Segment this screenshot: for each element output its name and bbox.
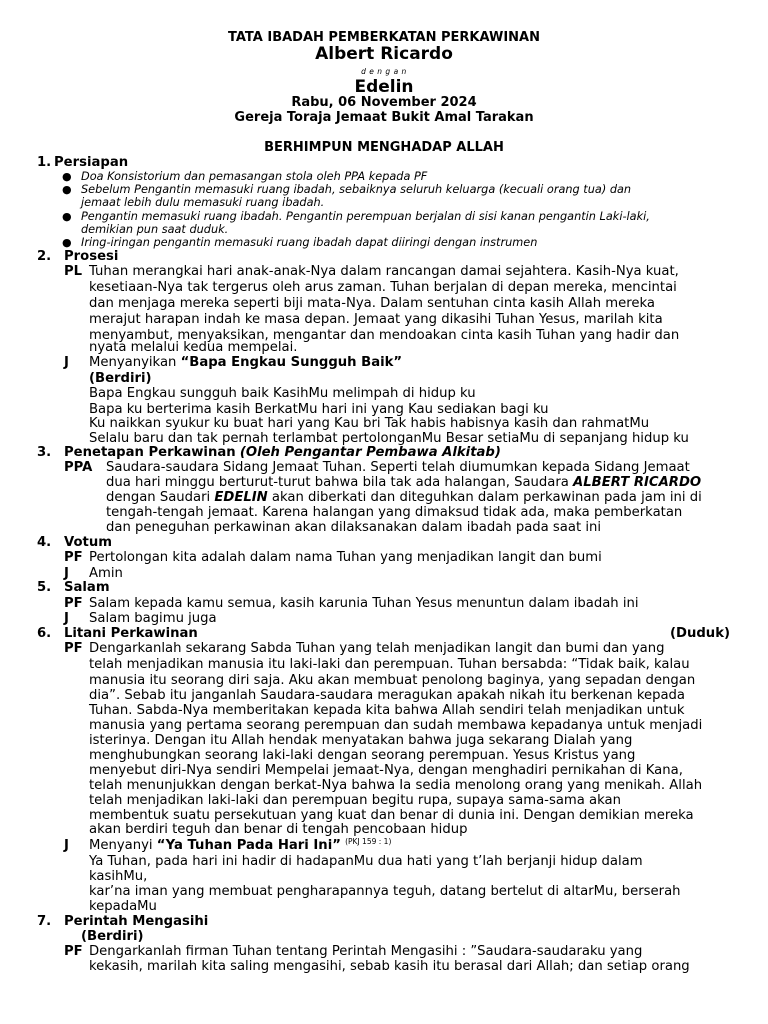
speaker-label: PF	[64, 596, 83, 611]
liturgy-line: Amin	[89, 566, 123, 581]
dengan-label: d e n g a n	[361, 67, 407, 76]
document-title: TATA IBADAH PEMBERKATAN PERKAWINAN	[228, 30, 540, 45]
groom-name: Albert Ricardo	[315, 44, 453, 64]
speaker-label: PF	[64, 641, 83, 656]
item-3-title-text: Penetapan Perkawinan	[64, 445, 236, 460]
bullet-icon: ●	[62, 236, 72, 249]
item-4-title: Votum	[64, 535, 112, 550]
liturgy-line: telah menjadikan laki-laki dan perempuan begitu rupa, supaya sama-sama akan	[89, 793, 621, 808]
song-reference: (PKJ 159 : 1)	[345, 837, 392, 846]
speaker-label: J	[64, 611, 69, 626]
section-heading: BERHIMPUN MENGHADAP ALLAH	[264, 140, 504, 155]
posture-label: (Berdiri)	[81, 929, 144, 944]
liturgy-line	[106, 475, 701, 491]
bride-name: Edelin	[354, 77, 414, 97]
posture-label: (Duduk)	[670, 626, 730, 641]
item-2-title: Prosesi	[64, 249, 119, 264]
lyric-line: Ya Tuhan, pada hari ini hadir di hadapanMu dua hati yang t’lah berjanji hidup dalam	[89, 854, 643, 869]
liturgy-line: manusia itu seorang diri saja. Aku akan membuat penolong baginya, yang sepadan dengan	[89, 673, 696, 688]
lyric-line: Bapa Engkau sungguh baik KasihMu melimpah di hidup ku	[89, 386, 476, 401]
item-2-number: 2.	[37, 249, 52, 264]
bullet-text: demikian pun saat duduk.	[81, 223, 229, 236]
line-text: dengan Saudari	[106, 490, 215, 505]
speaker-label: J	[64, 566, 69, 581]
item-7-title: Perintah Mengasihi	[64, 914, 209, 929]
liturgy-line: Salam bagimu juga	[89, 611, 217, 626]
liturgy-line: akan berdiri teguh dan benar di tengah pencobaan hidup	[89, 822, 468, 837]
liturgy-line: isterinya. Dengan itu Allah hendak menyatakan bahwa juga sekarang Dialah yang	[89, 733, 633, 748]
liturgy-line: membentuk suatu persekutuan yang kuat dan benar di dunia ini. Dengan demikian mereka	[89, 808, 694, 823]
bullet-text: Iring-iringan pengantin memasuki ruang ibadah dapat diiringi dengan instrumen	[81, 236, 538, 249]
lyric-line: kar’na iman yang membuat pengharapannya teguh, datang bertelut di altarMu, berserah	[89, 884, 681, 899]
posture-label: (Berdiri)	[89, 371, 152, 386]
bullet-text: Pengantin memasuki ruang ibadah. Pengantin perempuan berjalan di sisi kanan pengantin Laki-laki,	[81, 210, 650, 223]
liturgy-line: Saudara-saudara Sidang Jemaat Tuhan. Seperti telah diumumkan kepada Sidang Jemaat	[106, 460, 690, 475]
liturgy-line: menyambut, menyaksikan, mengantar dan mendoakan cinta kasih Tuhan yang hadir dan	[89, 328, 680, 343]
speaker-label: PL	[64, 264, 83, 279]
liturgy-line: menyebut diri-Nya sendiri Mempelai jemaat-Nya, dengan menghadiri pernikahan di Kana,	[89, 763, 683, 778]
item-3-subtitle: (Oleh Pengantar Pembawa Alkitab)	[239, 445, 501, 460]
song-line	[89, 355, 402, 371]
liturgy-line: dan peneguhan perkawinan akan dilaksanakan dalam ibadah pada saat ini	[106, 520, 602, 535]
liturgy-line: Tuhan. Sabda-Nya memberitakan kepada kita bahwa Allah sendiri telah menjadikan untuk	[89, 703, 685, 718]
song-prefix: Menyanyikan	[89, 355, 181, 370]
liturgy-line: telah menunjukkan dengan berkat-Nya bahwa Ia sedia menolong orang yang menikah. Allah	[89, 778, 703, 793]
lyric-line: Selalu baru dan tak pernah terlambat pertolonganMu Besar setiaMu di sepanjang hidup ku	[89, 431, 689, 446]
item-3-title	[64, 445, 501, 461]
groom-name-caps: ALBERT RICARDO	[573, 475, 702, 490]
liturgy-line: Salam kepada kamu semua, kasih karunia Tuhan Yesus menuntun dalam ibadah ini	[89, 596, 639, 611]
liturgy-line: dia”. Sebab itu janganlah Saudara-saudara meragukan apakah nikah itu berkenan kepada	[89, 688, 686, 703]
liturgy-line: telah menjadikan manusia itu laki-laki dan perempuan. Tuhan bersabda: “Tidak baik, kalau	[89, 657, 690, 672]
lyric-line: kasihMu,	[89, 869, 148, 884]
liturgy-line: tengah-tengah jemaat. Karena halangan yang dimaksud tidak ada, maka pemberkatan	[106, 505, 683, 520]
liturgy-line: manusia yang pertama seorang perempuan dan sudah membawa kepadanya untuk menjadi	[89, 718, 703, 733]
lyric-line: Bapa ku berterima kasih BerkatMu hari ini yang Kau sediakan bagi ku	[89, 402, 549, 417]
liturgy-line: Pertolongan kita adalah dalam nama Tuhan yang menjadikan langit dan bumi	[89, 550, 602, 565]
item-4-number: 4.	[37, 535, 52, 550]
liturgy-line: Dengarkanlah sekarang Sabda Tuhan yang telah menjadikan langit dan bumi dan yang	[89, 641, 665, 656]
liturgy-line: kekasih, marilah kita saling mengasihi, sebab kasih itu berasal dari Allah; dan setiap orang	[89, 959, 690, 974]
liturgy-line: menghubungkan seorang laki-laki dengan seorang perempuan. Yesus Kristus yang	[89, 748, 636, 763]
line-text: akan diberkati dan diteguhkan dalam perkawinan pada jam ini di	[267, 490, 702, 505]
liturgy-line: dan menjaga mereka seperti biji mata-Nya. Dalam sentuhan cinta kasih Allah mereka	[89, 296, 655, 311]
song-title: “Bapa Engkau Sungguh Baik”	[180, 355, 403, 370]
item-7-number: 7.	[37, 914, 52, 929]
liturgy-line: Tuhan merangkai hari anak-anak-Nya dalam rancangan damai sejahtera. Kasih-Nya kuat,	[89, 264, 679, 279]
bullet-text: Sebelum Pengantin memasuki ruang ibadah, sebaiknya seluruh keluarga (kecuali orang tua) dan	[81, 183, 632, 196]
item-6-title: Litani Perkawinan	[64, 626, 198, 641]
song-line	[89, 838, 391, 855]
line-text: dua hari minggu berturut-turut bahwa bila tak ada halangan, Saudara	[106, 475, 574, 490]
church-name: Gereja Toraja Jemaat Bukit Amal Tarakan	[234, 110, 534, 125]
bullet-text: jemaat lebih dulu memasuki ruang ibadah.	[81, 196, 325, 209]
item-1-title: Persiapan	[54, 155, 129, 170]
liturgy-line: kesetiaan-Nya tak tergerus oleh arus zaman. Tuhan berjalan di depan mereka, mencintai	[89, 280, 677, 295]
bullet-text: Doa Konsistorium dan pemasangan stola oleh PPA kepada PF	[81, 170, 428, 183]
bullet-icon: ●	[62, 170, 72, 183]
bullet-icon: ●	[62, 210, 72, 223]
song-title: “Ya Tuhan Pada Hari Ini”	[156, 838, 341, 853]
lyric-line: Ku naikkan syukur ku buat hari yang Kau bri Tak habis habisnya kasih dan rahmatMu	[89, 416, 650, 431]
speaker-label: PPA	[64, 460, 93, 475]
liturgy-line: merajut harapan indah ke masa depan. Jemaat yang dikasihi Tuhan Yesus, marilah kita	[89, 312, 663, 327]
liturgy-line: Dengarkanlah firman Tuhan tentang Perintah Mengasihi : ”Saudara-saudaraku yang	[89, 944, 643, 959]
speaker-label: PF	[64, 550, 83, 565]
song-prefix: Menyanyi	[89, 838, 157, 853]
item-6-number: 6.	[37, 626, 52, 641]
speaker-label: J	[64, 355, 69, 370]
liturgy-line	[106, 490, 702, 506]
bride-name-caps: EDELIN	[214, 490, 268, 505]
liturgy-line: nyata melalui kedua mempelai.	[89, 340, 298, 355]
service-date: Rabu, 06 November 2024	[291, 95, 477, 110]
item-5-title: Salam	[64, 580, 110, 595]
lyric-line: kepadaMu	[89, 899, 157, 914]
item-3-number: 3.	[37, 445, 52, 460]
bullet-icon: ●	[62, 183, 72, 196]
speaker-label: PF	[64, 944, 83, 959]
speaker-label: J	[64, 838, 69, 853]
item-1-number: 1.	[37, 155, 52, 170]
item-5-number: 5.	[37, 580, 52, 595]
